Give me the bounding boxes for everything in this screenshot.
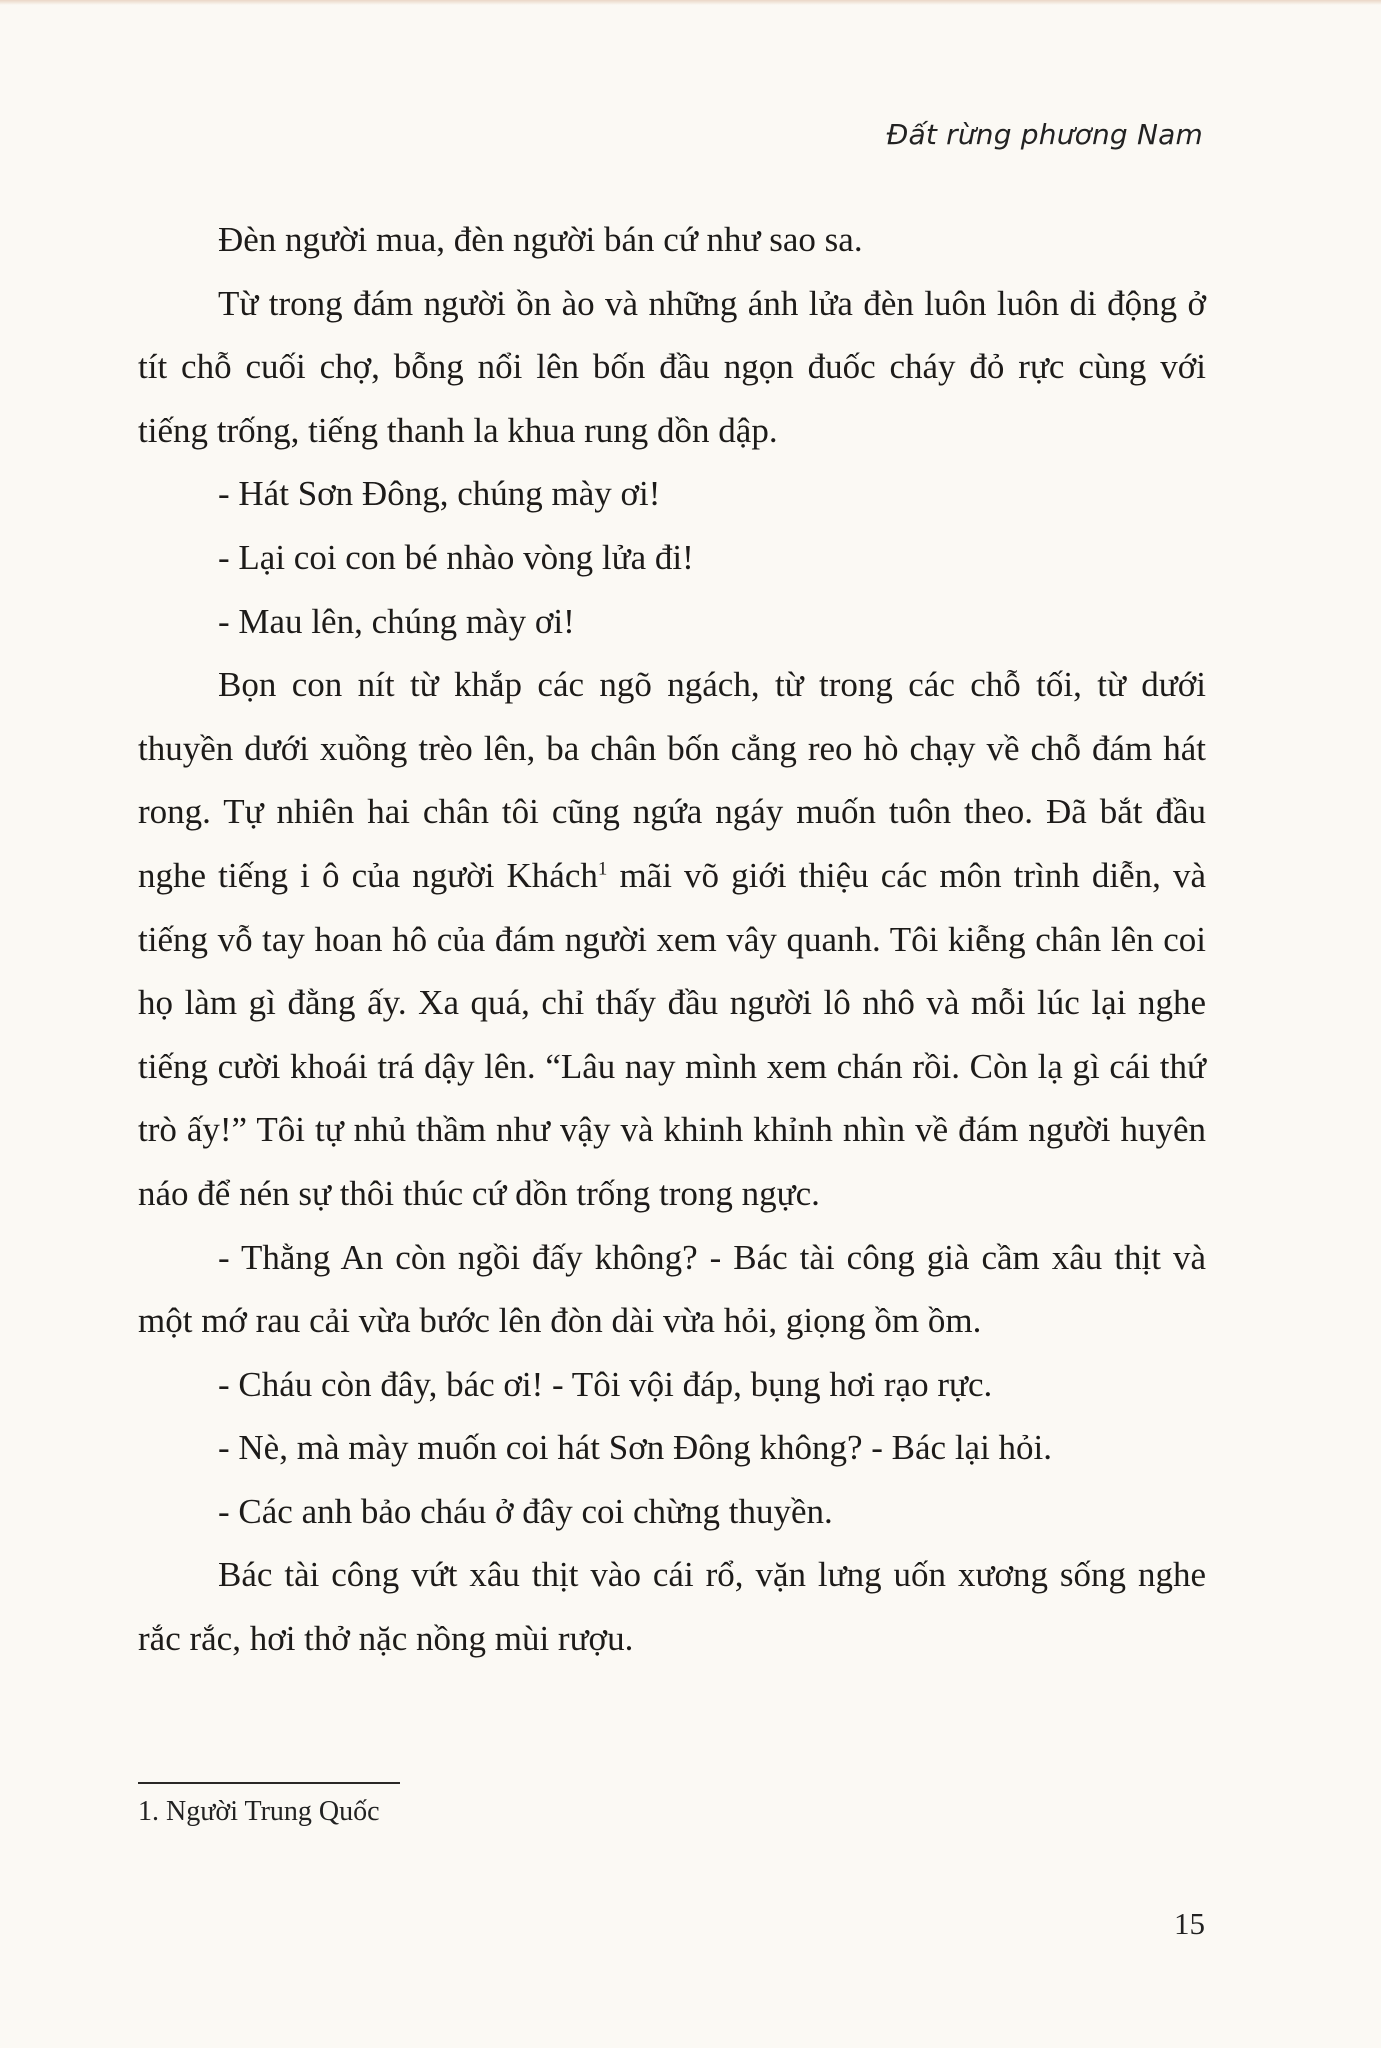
page-top-edge [0,0,1381,5]
paragraph-text: Bọn con nít từ khắp các ngõ ngách, từ trong các chỗ tối, từ dưới thuyền dưới xuồng trèo lên, ba chân bốn cẳng reo hò chạy về chỗ đám hát rong. Tự nhiên hai chân tôi cũng ngứa ngáy muốn tuôn theo. Đã bắt đầu nghe tiếng i ô của người Khách [138,665,1206,895]
dialogue-line: - Hát Sơn Đông, chúng mày ơi! [218,474,661,514]
dialogue-line: - Mau lên, chúng mày ơi! [218,601,575,641]
footnote-marker: 1 [597,858,608,880]
paragraph [138,653,1206,1225]
paragraph-text: mãi võ giới thiệu các môn trình diễn, và tiếng vỗ tay hoan hô của đám người xem vây quanh. Tôi kiễng chân lên coi họ làm gì đằng ấy. Xa quá, chỉ thấy đầu người lô nhô và mỗi lúc lại nghe tiếng cười khoái trá dậy lên. “Lâu nay mình xem chán rồi. Còn lạ gì cái thứ trò ấy!” Tôi tự nhủ thầm như vậy và khinh khỉnh nhìn về đám người huyên náo để nén sự thôi thúc cứ dồn trống trong ngực. [138,855,1206,1213]
paragraph: Từ trong đám người ồn ào và những ánh lửa đèn luôn luôn di động ở tít chỗ cuối chợ, bỗng nổi lên bốn đầu ngọn đuốc cháy đỏ rực cùng với tiếng trống, tiếng thanh la khua rung dồn dập. [138,283,1206,450]
dialogue-line: - Lại coi con bé nhào vòng lửa đi! [218,537,694,577]
running-header: Đất rừng phương Nam [886,118,1203,151]
page-number: 15 [1174,1906,1205,1941]
dialogue-line: - Nè, mà mày muốn coi hát Sơn Đông không? - Bác lại hỏi. [218,1428,1053,1468]
dialogue-line: - Thằng An còn ngồi đấy không? - Bác tài công già cầm xâu thịt và một mớ rau cải vừa bước lên đòn dài vừa hỏi, giọng ồm ồm. [138,1237,1206,1341]
paragraph: Bác tài công vứt xâu thịt vào cái rổ, vặn lưng uốn xương sống nghe rắc rắc, hơi thở nặc nồng mùi rượu. [138,1555,1206,1659]
footnote-divider [138,1782,400,1784]
dialogue-line: - Các anh bảo cháu ở đây coi chừng thuyền. [218,1491,833,1531]
body-text [138,208,1206,1671]
dialogue-line: - Cháu còn đây, bác ơi! - Tôi vội đáp, bụng hơi rạo rực. [218,1364,993,1404]
footnote: 1. Người Trung Quốc [138,1796,380,1827]
paragraph: Đèn người mua, đèn người bán cứ như sao sa. [218,220,863,259]
